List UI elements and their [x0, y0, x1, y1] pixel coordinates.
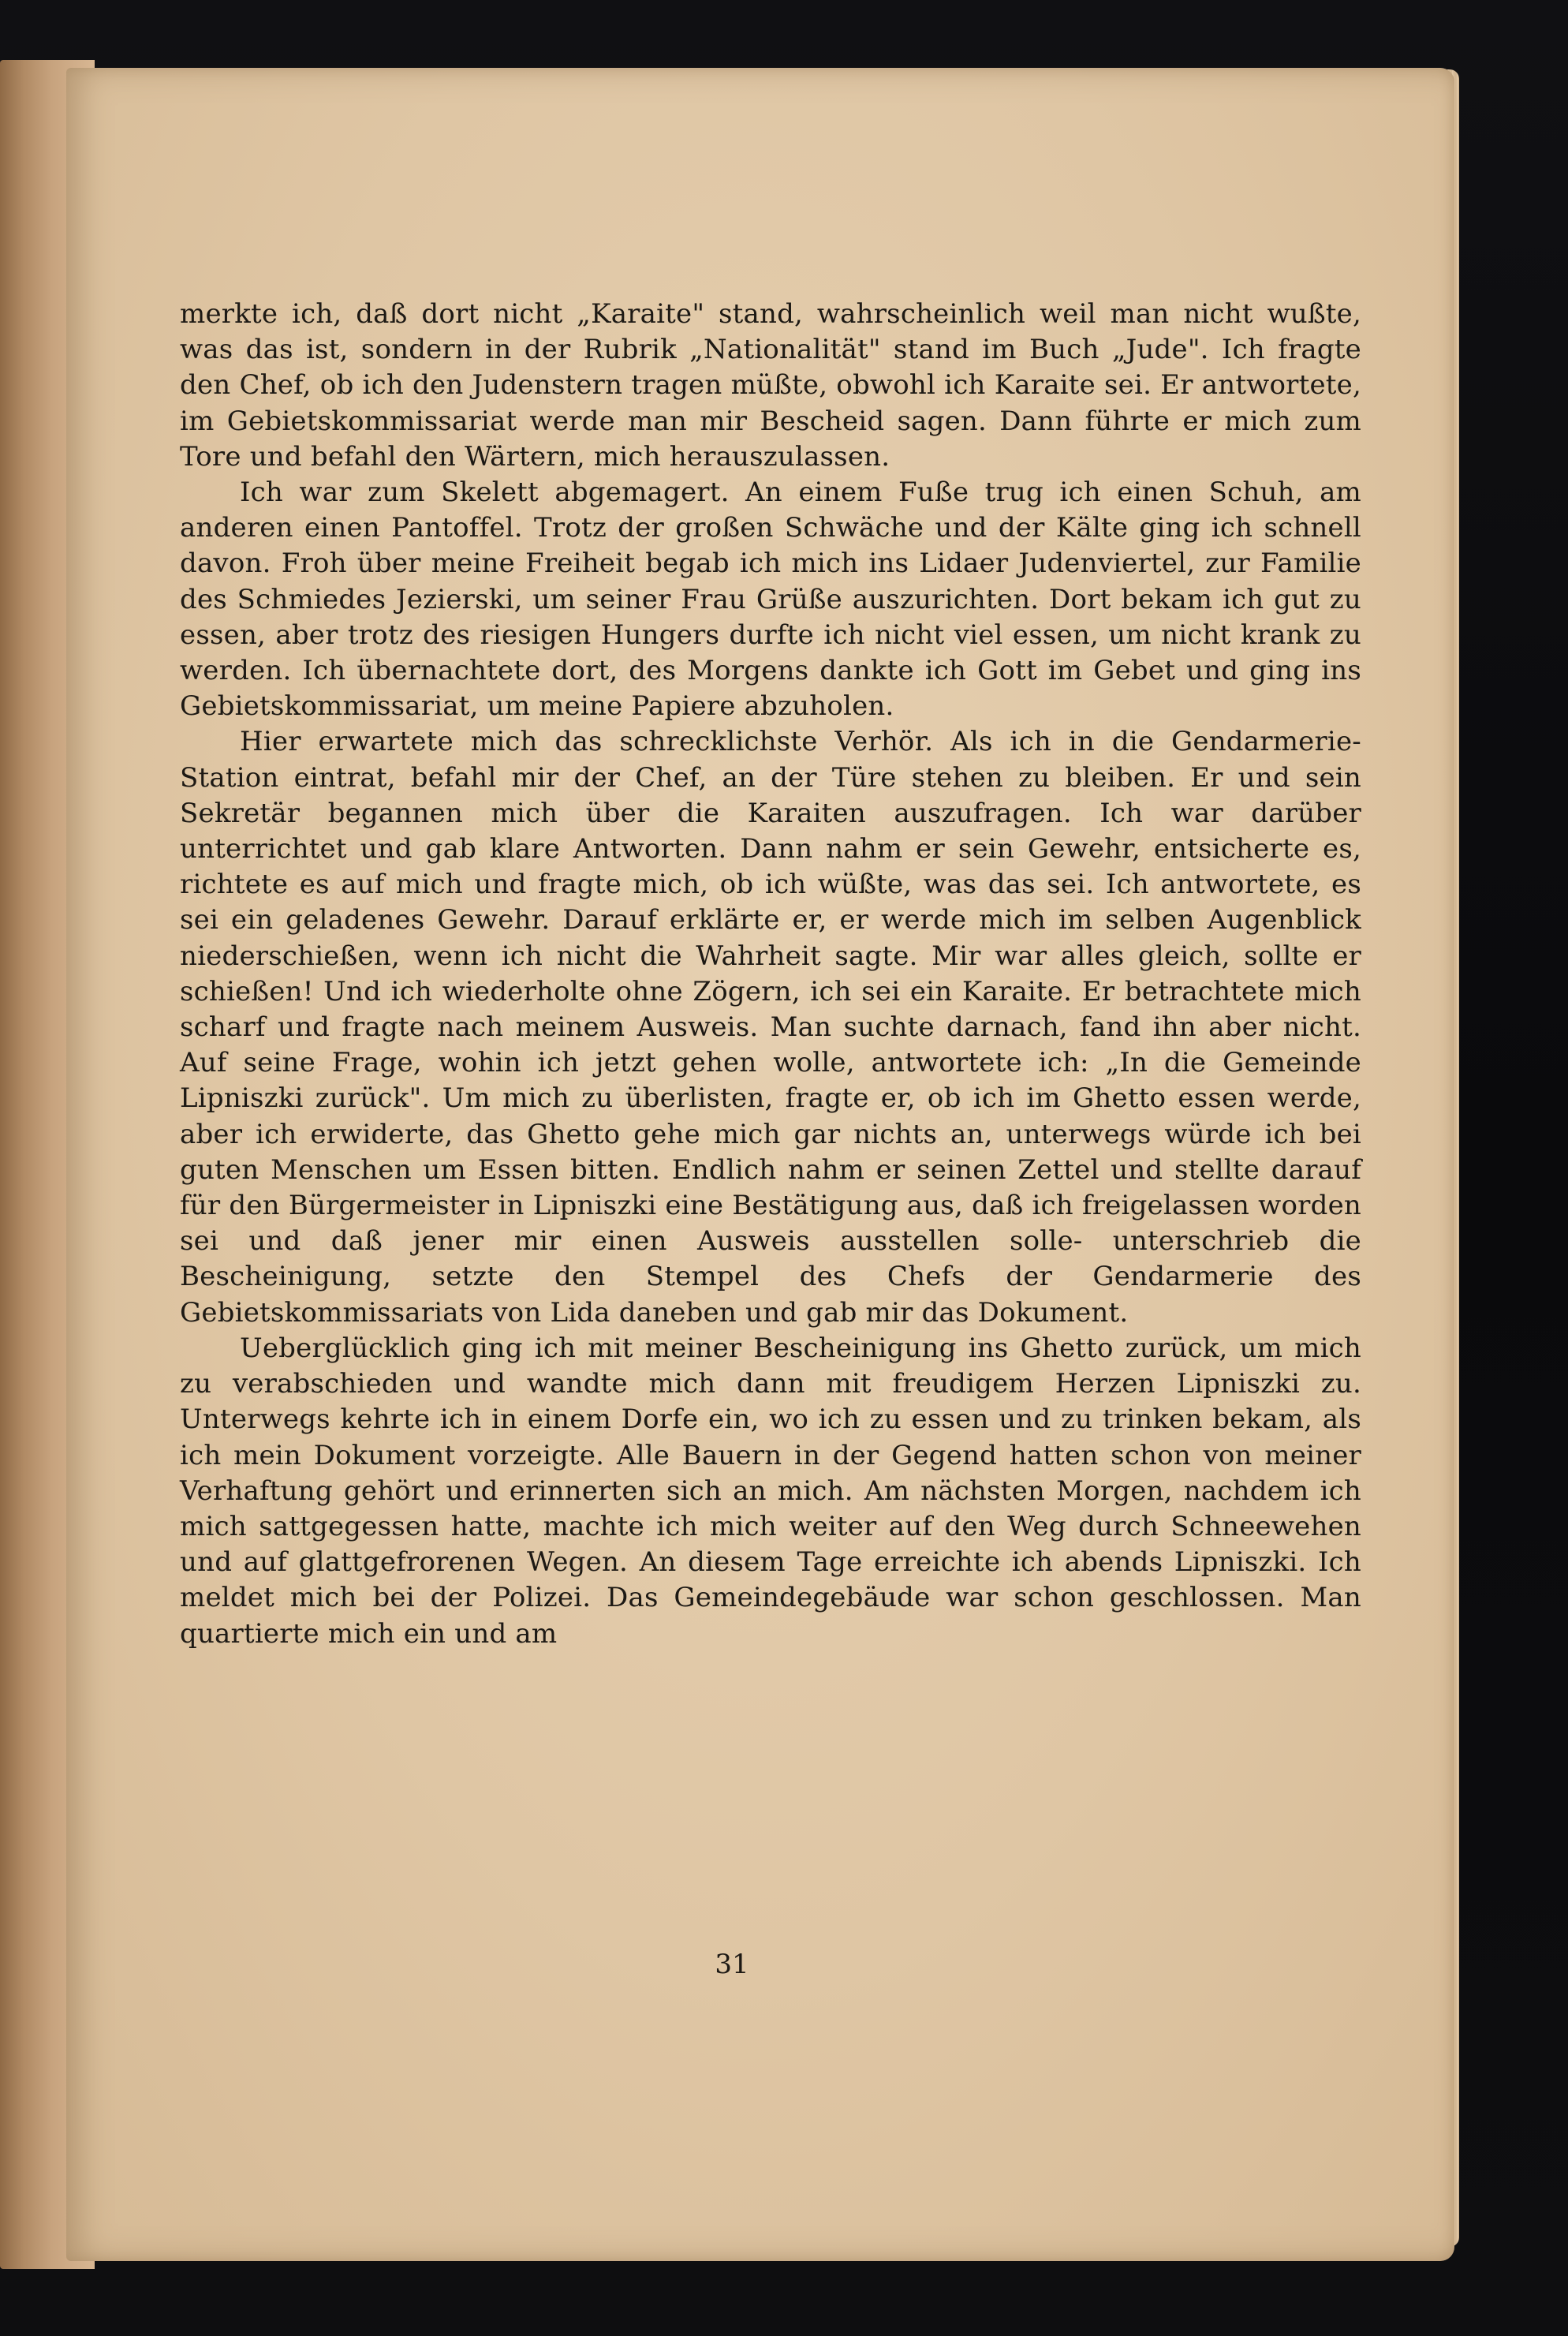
paragraph-2: Ich war zum Skelett abgemagert. An einem Fuße trug ich einen Schuh, am anderen einen Pantoffel. Trotz der großen Schwäche und der Kälte ging ich schnell davon. Froh über meine Freiheit begab ich mich ins Lidaer Judenviertel, zur Familie des Schmiedes Jezierski, um seiner Frau Grüße auszurichten. Dort bekam ich gut zu essen, aber trotz des riesigen Hungers durfte ich nicht viel essen, um nicht krank zu werden. Ich übernachtete dort, des Morgens dankte ich Gott im Gebet und ging ins Gebietskommissariat, um meine Papiere abzuholen.: [180, 477, 1361, 723]
page-number: 31: [715, 1949, 749, 1980]
paragraph-1: merkte ich, daß dort nicht „Karaite" stand, wahrscheinlich weil man nicht wußte, was das ist, sondern in der Rubrik „Nationalität" stand im Buch „Jude". Ich fragte den Chef, ob ich den Judenstern tragen müßte, obwohl ich Karaite sei. Er antwortete, im Gebietskommissariat werde man mir Bescheid sagen. Dann führte er mich zum Tore und befahl den Wärtern, mich herauszulassen.: [180, 298, 1361, 473]
paragraph-3: Hier erwartete mich das schrecklichste Verhör. Als ich in die Gendarmerie-Station eintrat, befahl mir der Chef, an der Türe stehen zu bleiben. Er und sein Sekretär begannen mich über die Karaiten auszufragen. Ich war darüber unterrichtet und gab klare Antworten. Dann nahm er sein Gewehr, entsicherte es, richtete es auf mich und fragte mich, ob ich wüßte, was das sei. Ich antwortete, es sei ein geladenes Gewehr. Darauf erklärte er, er werde mich im selben Augenblick niederschießen, wenn ich nicht die Wahrheit sagte. Mir war alles gleich, sollte er schießen! Und ich wiederholte ohne Zögern, ich sei ein Karaite. Er betrachtete mich scharf und fragte nach meinem Ausweis. Man suchte darnach, fand ihn aber nicht. Auf seine Frage, wohin ich jetzt gehen wolle, antwortete ich: „In die Gemeinde Lipniszki zurück". Um mich zu überlisten, fragte er, ob ich im Ghetto essen werde, aber ich erwiderte, das Ghetto gehe mich gar nichts an, unterwegs würde ich bei guten Menschen um Essen bitten. Endlich nahm er seinen Zettel und stellte darauf für den Bürgermeister in Lipniszki eine Bestätigung aus, daß ich freigelassen worden sei und daß jener mir einen Ausweis ausstellen solle- unterschrieb die Bescheinigung, setzte den Stempel des Chefs der Gendarmerie des Gebietskommissariats von Lida daneben und gab mir das Dokument.: [180, 726, 1361, 1329]
book-page: [66, 68, 1454, 2261]
paragraph-4: Ueberglücklich ging ich mit meiner Bescheinigung ins Ghetto zurück, um mich zu verabschieden und wandte mich dann mit freudigem Herzen Lipniszki zu. Unterwegs kehrte ich in einem Dorfe ein, wo ich zu essen und zu trinken bekam, als ich mein Dokument vorzeigte. Alle Bauern in der Gegend hatten schon von meiner Verhaftung gehört und erinnerten sich an mich. Am nächsten Morgen, nachdem ich mich sattgegessen hatte, machte ich mich weiter auf den Weg durch Schneewehen und auf glattgefrorenen Wegen. An diesem Tage erreichte ich abends Lipniszki. Ich meldet mich bei der Polizei. Das Gemeindegebäude war schon geschlossen. Man quartierte mich ein und am: [180, 1332, 1361, 1650]
body-text: [180, 297, 1361, 1652]
